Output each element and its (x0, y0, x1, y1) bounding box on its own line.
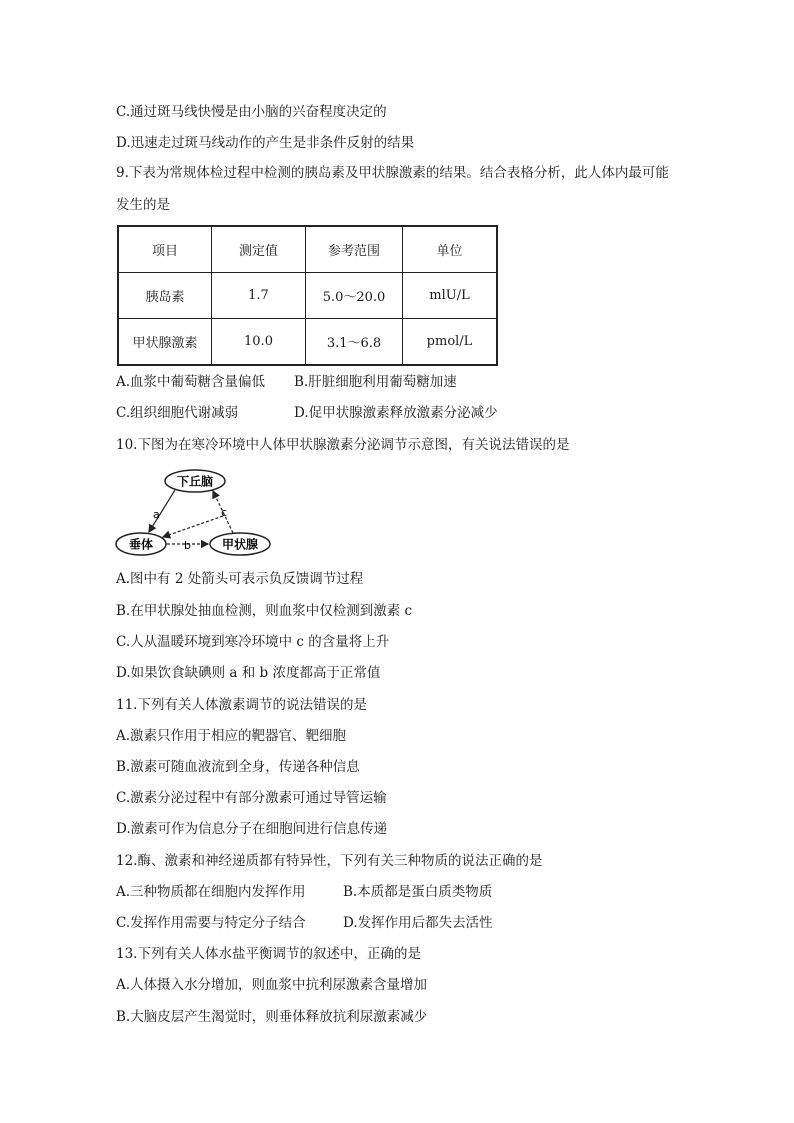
q8-option-d: D.迅速走过斑马线动作的产生是非条件反射的结果 (116, 135, 415, 151)
q12-option-a: A.三种物质都在细胞内发挥作用 (116, 884, 306, 900)
q12-option-c: C.发挥作用需要与特定分子结合 (116, 915, 306, 931)
q11-stem: 11.下列有关人体激素调节的说法错误的是 (116, 697, 367, 713)
q11-option-c: C.激素分泌过程中有部分激素可通过导管运输 (116, 790, 387, 806)
q12-option-d: D.发挥作用后都失去活性 (343, 915, 493, 931)
q10-stem: 10.下图为在寒冷环境中人体甲状腺激素分泌调节示意图，有关说法错误的是 (116, 437, 570, 453)
table-header-row (118, 226, 497, 273)
q10-option-d: D.如果饮食缺碘则 a 和 b 浓度都高于正常值 (116, 665, 381, 681)
q11-option-d: D.激素可作为信息分子在细胞间进行信息传递 (116, 821, 388, 837)
q10-option-c: C.人从温暖环境到寒冷环境中 c 的含量将上升 (116, 634, 390, 650)
q13-option-a: A.人体摄入水分增加，则血浆中抗利尿激素含量增加 (116, 977, 428, 993)
label-b: b (184, 539, 191, 552)
table-cell: 10.0 (212, 319, 306, 366)
q9-options-row1 (116, 373, 457, 391)
table-cell: 1.7 (212, 273, 306, 319)
table-cell: 3.1～6.8 (306, 319, 403, 366)
q12-stem: 12.酶、激素和神经递质都有特异性，下列有关三种物质的说法正确的是 (116, 853, 543, 869)
q13-stem: 13.下列有关人体水盐平衡调节的叙述中，正确的是 (116, 946, 421, 962)
table-cell: 胰岛素 (118, 273, 212, 319)
q9-result-table (117, 225, 498, 366)
table-cell: 5.0～20.0 (306, 273, 403, 319)
q10-option-a: A.图中有 2 处箭头可表示负反馈调节过程 (116, 571, 364, 587)
table-row (118, 273, 497, 319)
q9-option-d: D.促甲状腺激素释放激素分泌减少 (294, 405, 498, 421)
table-header-cell: 单位 (403, 226, 498, 273)
table-header-cell: 项目 (118, 226, 212, 273)
table-cell: 甲状腺激素 (118, 319, 212, 366)
q9-stem-line2: 发生的是 (116, 197, 170, 213)
arrow-c-to-pituitary (163, 516, 223, 537)
node-hypothalamus-label: 下丘脑 (176, 474, 214, 489)
q9-option-c: C.组织细胞代谢减弱 (116, 405, 239, 421)
q12-options-row1 (116, 883, 492, 901)
table-header-cell: 参考范围 (306, 226, 403, 273)
q10-option-b: B.在甲状腺处抽血检测，则血浆中仅检测到激素 c (116, 603, 413, 619)
thyroid-regulation-diagram (113, 466, 278, 561)
q11-option-a: A.激素只作用于相应的靶器官、靶细胞 (116, 728, 347, 744)
label-c: c (221, 506, 228, 519)
q8-option-c: C.通过斑马线快慢是由小脑的兴奋程度决定的 (116, 104, 387, 120)
node-thyroid-label: 甲状腺 (221, 537, 259, 552)
q12-option-b: B.本质都是蛋白质类物质 (343, 884, 493, 900)
q9-option-b: B.肝脏细胞利用葡萄糖加速 (294, 374, 457, 390)
q9-stem-line1: 9.下表为常规体检过程中检测的胰岛素及甲状腺激素的结果。结合表格分析，此人体内最可能 (116, 165, 669, 181)
q9-option-a: A.血浆中葡萄糖含量偏低 (116, 374, 266, 390)
label-a: a (153, 508, 160, 521)
node-pituitary-label: 垂体 (128, 537, 154, 552)
table-cell: mlU/L (403, 273, 498, 319)
q12-options-row2 (116, 914, 493, 932)
table-cell: pmol/L (403, 319, 498, 366)
q11-option-b: B.激素可随血液流到全身，传递各种信息 (116, 759, 360, 775)
table-header-cell: 测定值 (212, 226, 306, 273)
table-row (118, 319, 497, 366)
q13-option-b: B.大脑皮层产生渴觉时，则垂体释放抗利尿激素减少 (116, 1009, 428, 1025)
q9-options-row2 (116, 404, 498, 422)
